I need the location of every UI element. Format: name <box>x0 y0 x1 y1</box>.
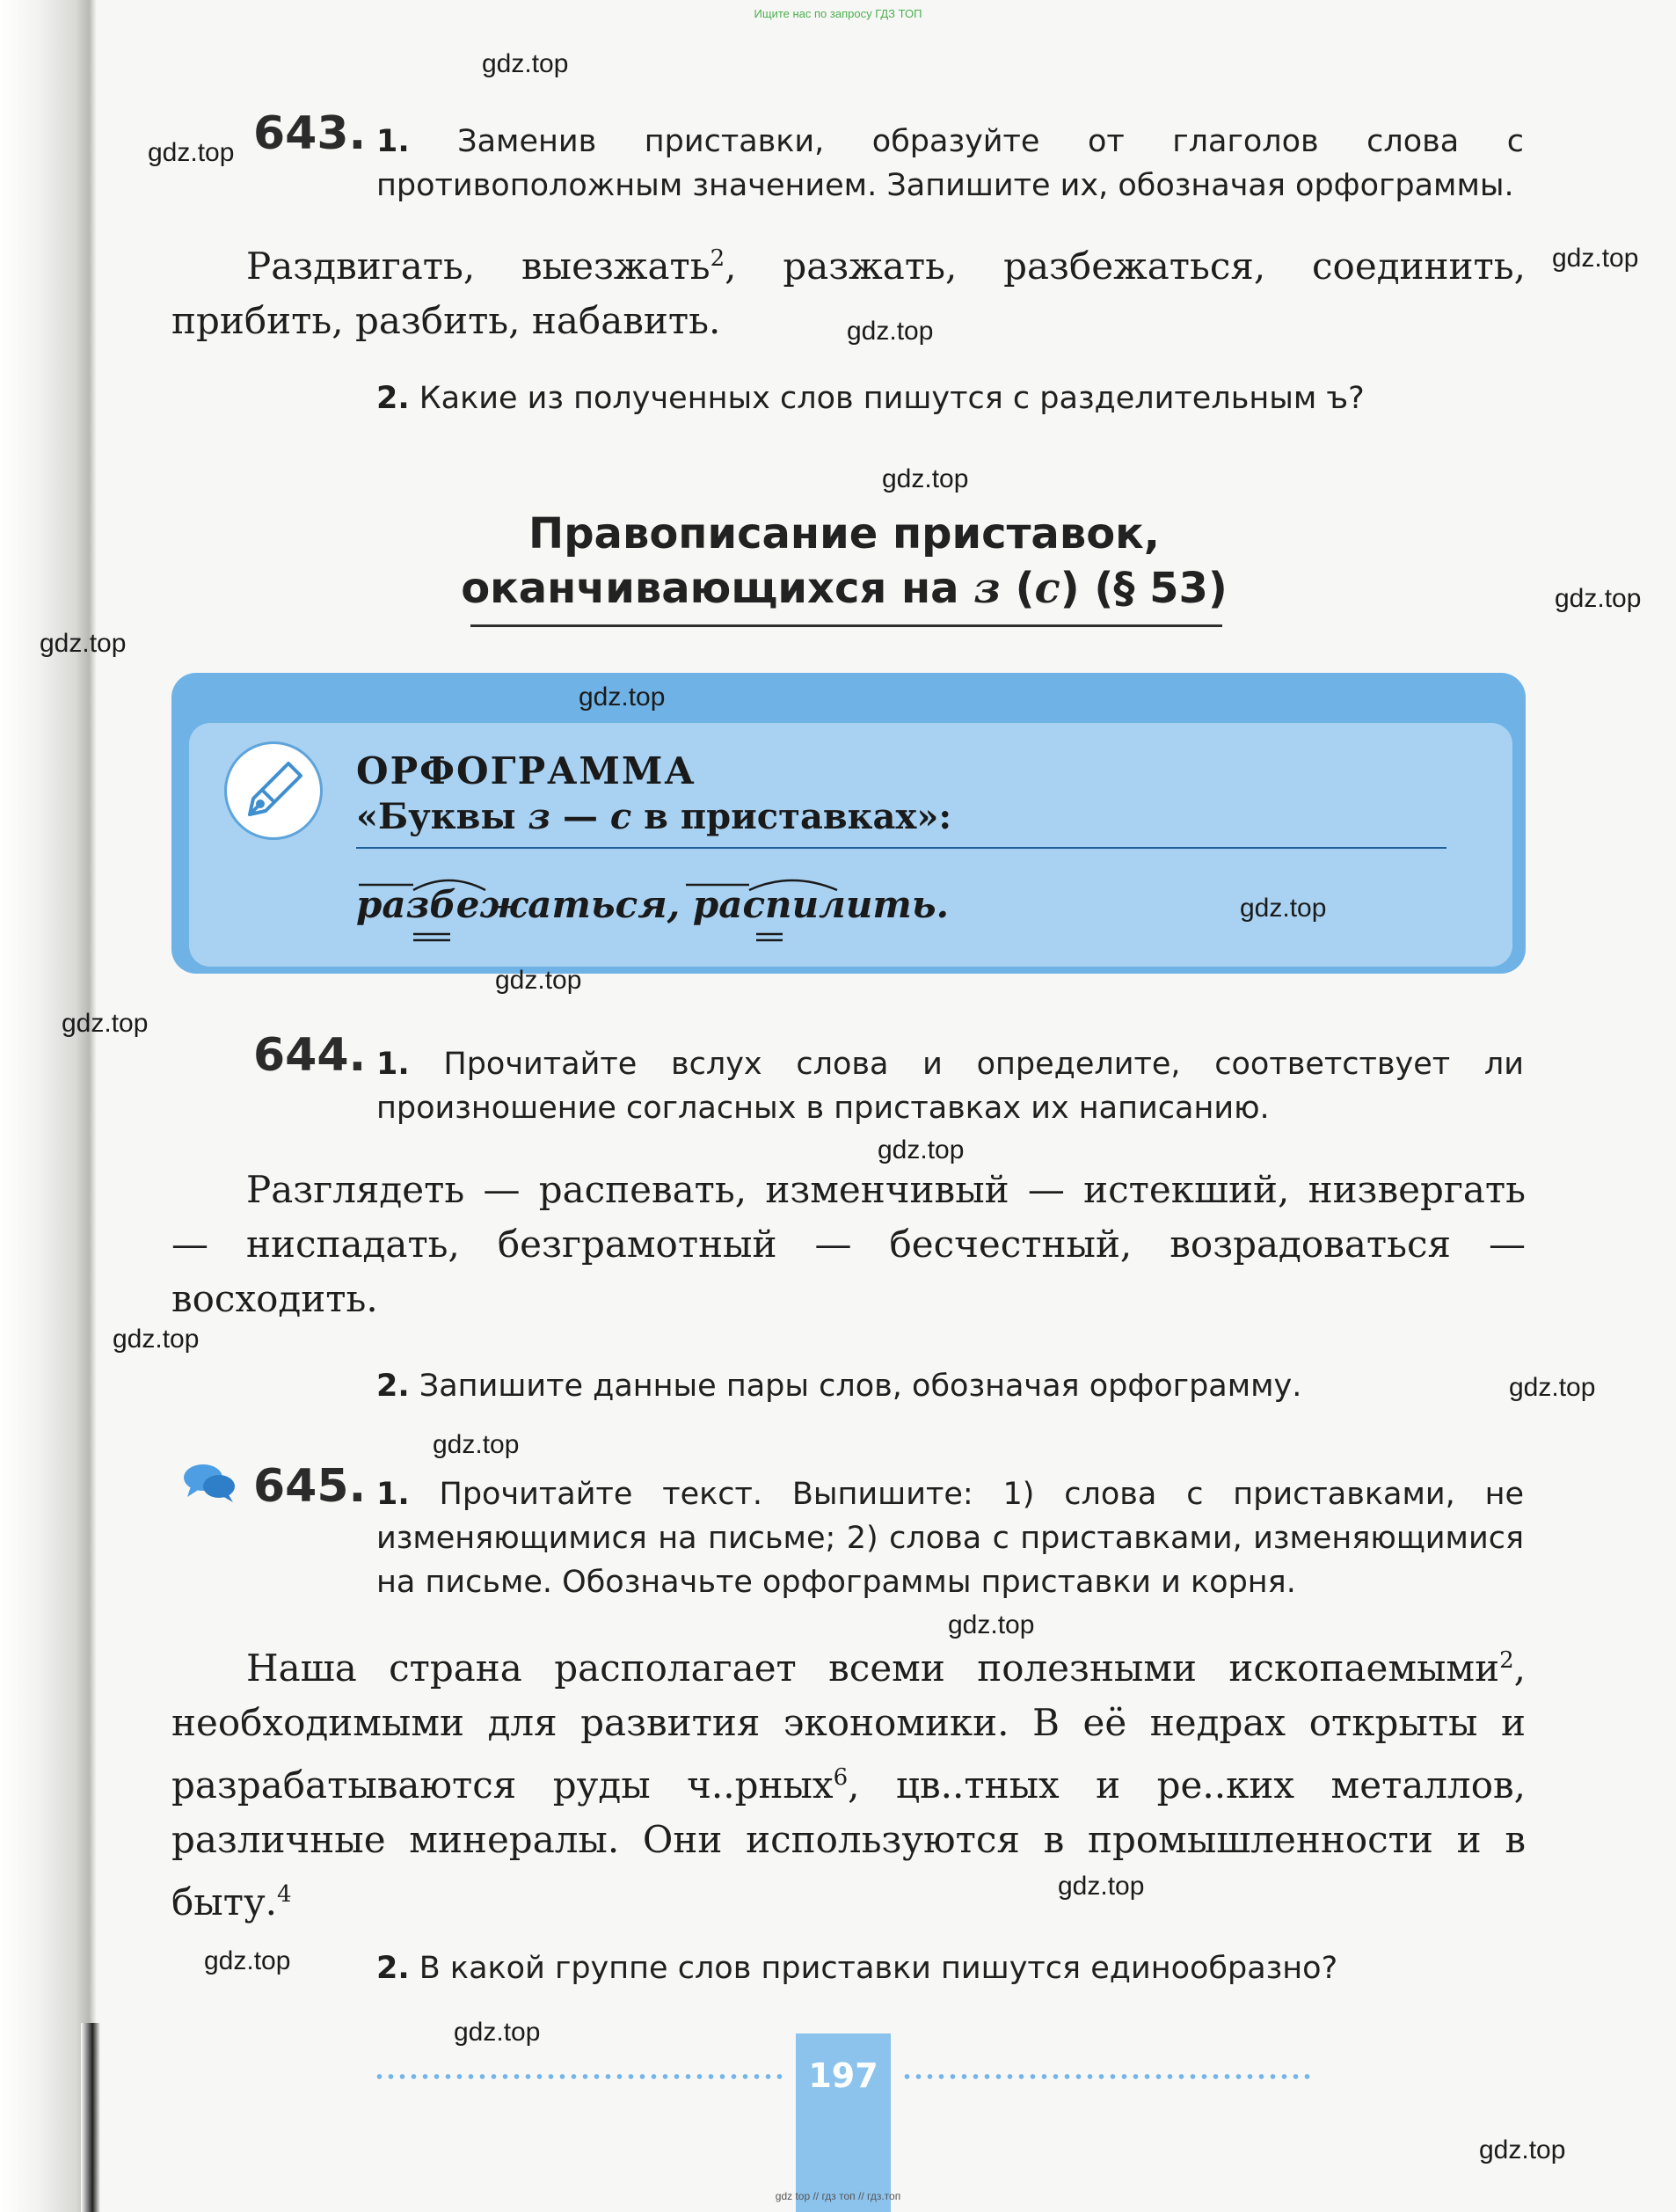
watermark: gdz.top <box>1240 894 1327 923</box>
watermark: gdz.top <box>433 1430 520 1459</box>
watermark: gdz.top <box>1552 244 1639 273</box>
words-part: , разжать, разбежаться, соединить, прибить, разбить, набавить. <box>171 245 1526 342</box>
watermark: gdz.top <box>878 1135 965 1164</box>
rule-sub-part: з <box>528 796 551 837</box>
watermark: gdz.top <box>1509 1373 1596 1402</box>
heading-part: с <box>1034 564 1060 613</box>
task-text: Заменив приставки, образуйте от глаголов слова с противоположным значением. Запишите их, обозначая орфограммы. <box>376 124 1524 203</box>
rule-example: разбежаться, распилить. <box>356 883 950 926</box>
watermark: gdz.top <box>1058 1872 1145 1901</box>
text-part: , необходимыми для развития экономики. В её недрах открыты и разрабатываются руды ч..рных <box>171 1646 1526 1807</box>
double-underline <box>756 934 783 940</box>
watermark: gdz.top <box>579 683 666 712</box>
exercise-645-task-1 <box>376 1472 1524 1604</box>
heading-part: ( <box>1000 564 1035 613</box>
heading-part: оканчивающихся на <box>461 564 974 613</box>
watermark: gdz.top <box>148 138 235 167</box>
watermark: gdz.top <box>495 966 582 995</box>
watermark: gdz.top <box>113 1325 200 1354</box>
task-text: Запишите данные пары слов, обозначая орфограмму. <box>419 1369 1302 1404</box>
task-text: Прочитайте вслух слова и определите, соответствует ли произношение согласных в приставках их написанию. <box>376 1047 1524 1126</box>
task-number: 1. <box>376 1047 410 1082</box>
superscript: 2 <box>710 245 725 272</box>
root-arc <box>749 880 837 890</box>
rule-sub-part: — <box>550 796 610 837</box>
page-footer-dots-left <box>374 2073 787 2080</box>
exercise-643-number: 643. <box>253 107 367 160</box>
heading-line-1: Правописание приставок, <box>528 509 1160 558</box>
task-text: Какие из полученных слов пишутся с разделительным ъ? <box>419 381 1365 416</box>
watermark: gdz.top <box>882 464 969 493</box>
rule-sub-part: с <box>609 796 632 837</box>
double-underline <box>413 934 450 940</box>
text-part: Наша страна располагает всеми полезными ископаемыми <box>246 1646 1500 1690</box>
bottom-note: gdz top // гдз топ // гдз.топ <box>775 2190 901 2202</box>
root-arc <box>413 880 485 890</box>
watermark: gdz.top <box>948 1610 1035 1639</box>
watermark: gdz.top <box>847 317 934 346</box>
task-text: Прочитайте текст. Выпишите: 1) слова с приставками, не изменяющимися на письме; 2) слова с приставками, изменяющимися на письме. Обозначьте орфограммы приставки и корня. <box>376 1477 1524 1600</box>
page-number: 197 <box>808 2056 878 2095</box>
task-number: 1. <box>376 124 410 159</box>
task-text: В какой группе слов приставки пишутся единообразно? <box>419 1951 1338 1986</box>
watermark: gdz.top <box>482 49 569 78</box>
text-part: , цв..тных и ре..ких металлов, различные минералы. Они используются в промышленности и в быту. <box>171 1763 1526 1924</box>
watermark: gdz.top <box>454 2018 541 2047</box>
exercise-644-task-1 <box>376 1042 1524 1130</box>
task-number: 1. <box>376 1477 410 1512</box>
superscript: 2 <box>1499 1647 1514 1674</box>
words-part: Раздвигать, выезжать <box>246 245 710 288</box>
watermark: gdz.top <box>1555 584 1642 613</box>
watermark: gdz.top <box>62 1009 149 1038</box>
superscript: 6 <box>833 1764 849 1791</box>
watermark: gdz.top <box>204 1946 291 1975</box>
task-number: 2. <box>376 381 410 416</box>
exercise-644-words: Разглядеть — распевать, изменчивый — истекший, низвергать — ниспадать, безграмотный — бесчестный, возрадоваться — восходить. <box>171 1168 1526 1320</box>
rule-title: ОРФОГРАММА <box>356 749 696 792</box>
task-number: 2. <box>376 1951 410 1986</box>
heading-part: ) (§ 53) <box>1060 564 1228 613</box>
exercise-645-text <box>171 1633 1526 1930</box>
top-note: Ищите нас по запросу ГДЗ ТОП <box>754 7 922 20</box>
exercise-644-task-2 <box>376 1364 1524 1408</box>
superscript: 4 <box>277 1881 292 1908</box>
rule-sub-part: «Буквы <box>356 796 528 837</box>
rule-sub-part: в приставках»: <box>631 796 952 837</box>
task-number: 2. <box>376 1369 410 1404</box>
exercise-645-task-2 <box>376 1946 1524 1990</box>
speech-bubbles-icon <box>180 1462 238 1504</box>
exercise-645-number: 645. <box>253 1460 367 1513</box>
page-footer-dots-right <box>901 2073 1315 2080</box>
watermark: gdz.top <box>1479 2135 1566 2165</box>
watermark: gdz.top <box>40 629 127 658</box>
exercise-644-number: 644. <box>253 1029 367 1082</box>
heading-part: з <box>973 564 1001 613</box>
